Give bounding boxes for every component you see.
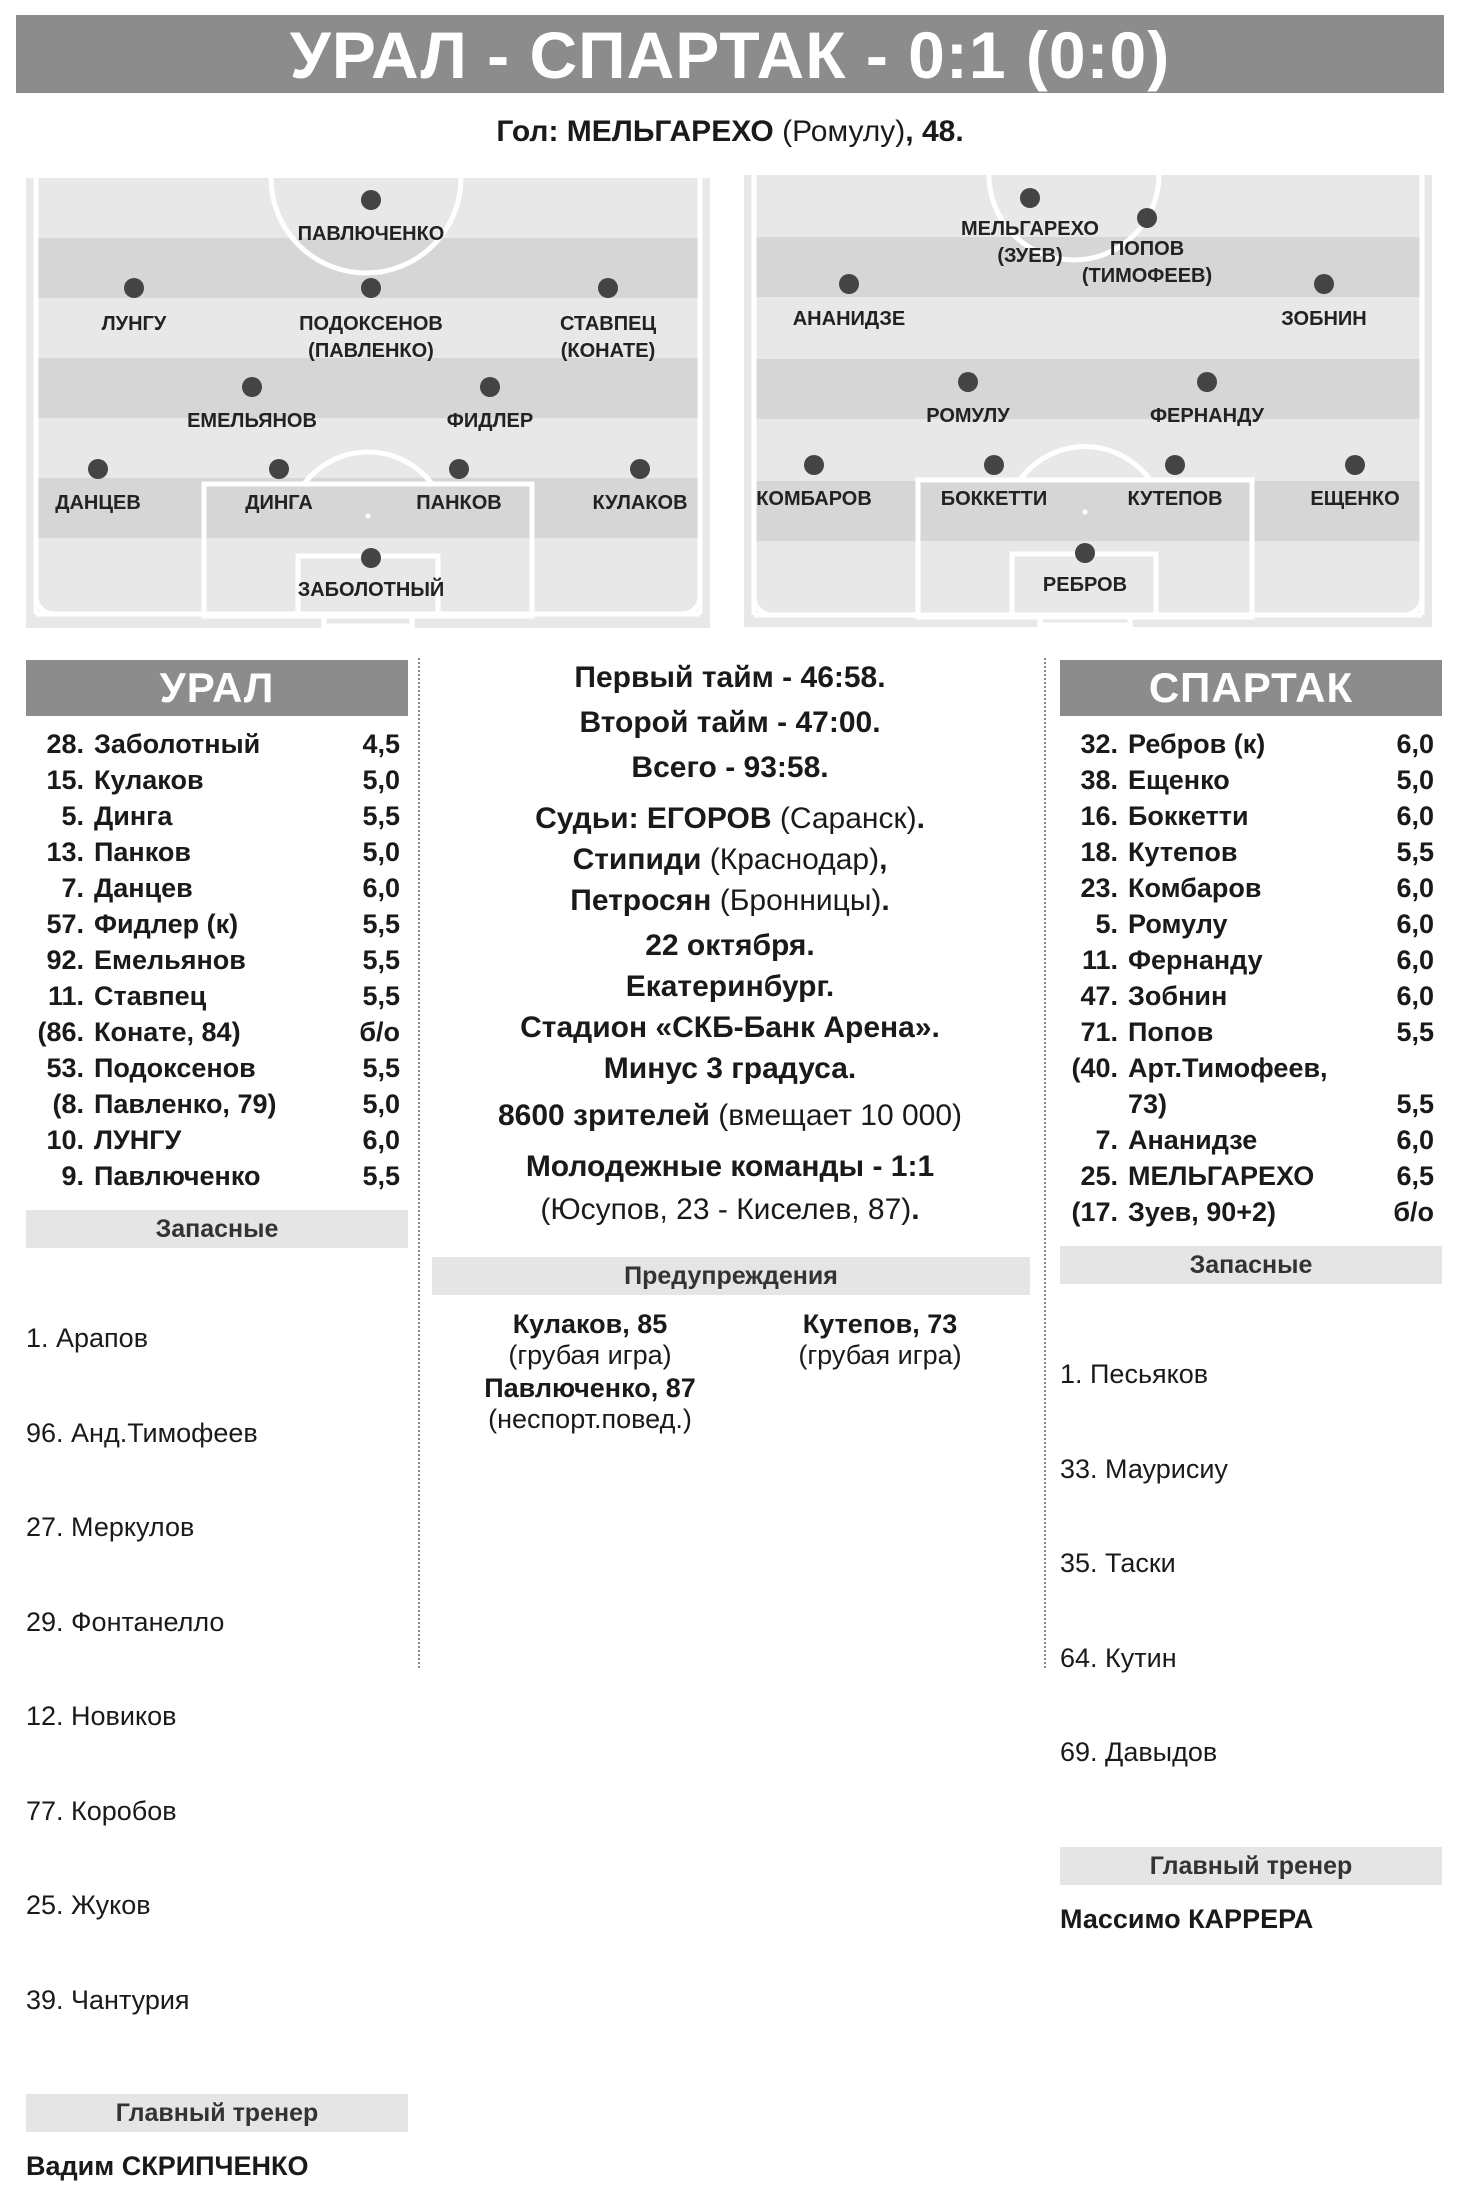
player-dot (124, 278, 144, 298)
sub-row: 29. Фонтанелло (26, 1606, 225, 1637)
first-half-time: Первый тайм - 46:58. (574, 661, 886, 694)
match-city: Екатеринбург. (625, 970, 835, 1003)
spartak-subs-header: Запасные (1060, 1246, 1442, 1284)
spartak-team-header: СПАРТАК (1060, 660, 1442, 716)
player-label: СТАВПЕЦ (559, 313, 657, 335)
sub-row: 69. Давыдов (1060, 1737, 1218, 1767)
goal-assist: (Ромулу) (782, 115, 906, 148)
lineup-row: 57. Фидлер (к) 5,5 (46, 909, 400, 939)
player-dot (1137, 208, 1157, 228)
lineup-row: (17. Зуев, 90+2) б/о (1071, 1197, 1434, 1227)
player-dot (480, 377, 500, 397)
player-label: ПАВЛЮЧЕНКО (297, 223, 445, 245)
spartak-subs-list (1060, 1296, 1442, 1831)
goal-minute: , 48. (905, 115, 964, 148)
match-weather: Минус 3 градуса. (603, 1052, 857, 1085)
sub-row: 1. Песьяков (1060, 1359, 1209, 1389)
lineup-row: 28. Заболотный 4,5 (46, 729, 400, 759)
lineup-row: 47. Зобнин 6,0 (1080, 981, 1434, 1011)
warnings-spartak (760, 1308, 1000, 1372)
player-label: ЕМЕЛЬЯНОВ (187, 410, 317, 432)
sub-row: 33. Маурисиу (1060, 1453, 1228, 1484)
sub-row: 25. Жуков (26, 1890, 151, 1920)
total-time: Всего - 93:58. (631, 751, 829, 784)
goal-scorer: Гол: МЕЛЬГАРЕХО (496, 115, 774, 148)
sub-row: 64. Кутин (1060, 1642, 1177, 1673)
player-dot (88, 459, 108, 479)
warning-reason: (грубая игра) (798, 1340, 962, 1370)
player-dot (984, 455, 1004, 475)
column-separator (418, 658, 420, 1668)
match-info (430, 655, 1030, 1230)
player-label: ФЕРНАНДУ (1149, 405, 1265, 427)
player-sub-label: (ТИМОФЕЕВ) (1081, 265, 1213, 287)
spartak-coach: Массимо КАРРЕРА (1060, 1903, 1314, 1934)
sub-row: 77. Коробов (26, 1795, 177, 1826)
sub-row: 39. Чантурия (26, 1984, 190, 2015)
player-label: КУЛАКОВ (592, 492, 688, 514)
player-dot (449, 459, 469, 479)
player-label: ПОДОКСЕНОВ (299, 313, 443, 335)
player-label: АНАНИДЗЕ (792, 308, 906, 330)
player-dot (1314, 274, 1334, 294)
match-attendance: 8600 зрителей (вмещает 10 000) (497, 1099, 963, 1132)
lineup-row: 7. Данцев 6,0 (61, 873, 400, 903)
player-label: ЗОБНИН (1281, 308, 1367, 330)
player-label: РОМУЛУ (926, 405, 1010, 427)
referee-assistant: Стипиди (Краснодар), (572, 843, 888, 876)
lineup-row: 16. Боккетти 6,0 (1080, 801, 1434, 831)
sub-row: 35. Таски (1060, 1548, 1176, 1578)
player-dot (361, 190, 381, 210)
pitch-spartak-svg (744, 175, 1432, 627)
sub-row: 1. Арапов (26, 1323, 149, 1353)
match-title: УРАЛ - СПАРТАК - 0:1 (0:0) (16, 15, 1444, 93)
player-sub-label: (КОНАТЕ) (560, 340, 656, 362)
lineup-row: 38. Ещенко 5,0 (1080, 765, 1434, 795)
warning-player: Павлюченко, 87 (484, 1373, 696, 1403)
lineup-row: (40. Арт.Тимофеев, (1071, 1053, 1328, 1083)
player-label: ПОПОВ (1109, 238, 1185, 260)
player-dot (242, 377, 262, 397)
player-label: КУТЕПОВ (1127, 488, 1223, 510)
lineup-row: 32. Ребров (к) 6,0 (1080, 729, 1434, 759)
lineup-row: 53. Подоксенов 5,5 (46, 1053, 400, 1083)
match-date: 22 октября. (645, 929, 815, 962)
lineup-row: 7. Ананидзе 6,0 (1095, 1125, 1434, 1155)
player-dot (1345, 455, 1365, 475)
lineup-row: 10. ЛУНГУ 6,0 (46, 1125, 400, 1155)
lineup-row: 9. Павлюченко 5,5 (61, 1161, 400, 1191)
second-half-time: Второй тайм - 47:00. (579, 706, 881, 739)
player-dot (361, 548, 381, 568)
goal-line (0, 112, 1460, 152)
player-dot (269, 459, 289, 479)
warning-reason: (грубая игра) (508, 1340, 672, 1370)
lineup-row: 92. Емельянов 5,5 (46, 945, 400, 975)
warning-player: Кулаков, 85 (512, 1309, 668, 1339)
player-label: ДАНЦЕВ (55, 492, 141, 514)
player-label: ФИДЛЕР (446, 410, 534, 432)
lineup-row: 13. Панков 5,0 (46, 837, 400, 867)
player-dot (958, 372, 978, 392)
player-label: ПАНКОВ (416, 492, 502, 514)
pitch-ural (26, 178, 710, 628)
spartak-lineup (1060, 726, 1442, 1230)
lineup-row: 23. Комбаров 6,0 (1080, 873, 1434, 903)
ural-coach: Вадим СКРИПЧЕНКО (26, 2151, 309, 2181)
player-dot (839, 274, 859, 294)
player-dot (1197, 372, 1217, 392)
ural-column (26, 660, 408, 2186)
ural-team-header: УРАЛ (26, 660, 408, 716)
lineup-row: (8. Павленко, 79) 5,0 (52, 1089, 400, 1119)
player-label: ДИНГА (245, 492, 313, 514)
player-dot (1020, 188, 1040, 208)
player-label: РЕБРОВ (1042, 574, 1128, 596)
youth-result: Молодежные команды - 1:1 (525, 1150, 935, 1183)
referee-main: Судьи: ЕГОРОВ (Саранск). (535, 802, 925, 835)
sub-row: 96. Анд.Тимофеев (26, 1417, 258, 1448)
youth-goals: (Юсупов, 23 - Киселев, 87). (540, 1193, 920, 1226)
match-stadium: Стадион «СКБ-Банк Арена». (520, 1011, 940, 1044)
referee-assistant: Петросян (Бронницы). (570, 884, 890, 917)
lineup-row: 18. Кутепов 5,5 (1080, 837, 1434, 867)
sub-row: 12. Новиков (26, 1701, 177, 1731)
lineup-row: 71. Попов 5,5 (1080, 1017, 1434, 1047)
spartak-coach-header: Главный тренер (1060, 1847, 1442, 1885)
player-dot (598, 278, 618, 298)
player-label: ЕЩЕНКО (1310, 488, 1400, 510)
player-label: БОККЕТТИ (940, 488, 1048, 510)
warning-player: Кутепов, 73 (802, 1309, 958, 1339)
pitch-ural-svg (26, 178, 710, 628)
pitch-spartak (744, 175, 1432, 627)
lineup-row: 5. Ромулу 6,0 (1095, 909, 1434, 939)
player-label: МЕЛЬГАРЕХО (961, 218, 1099, 240)
player-label: КОМБАРОВ (756, 488, 872, 510)
ural-subs-list (26, 1260, 408, 2078)
player-label: ЗАБОЛОТНЫЙ (297, 579, 445, 601)
player-sub-label: (ПАВЛЕНКО) (308, 340, 434, 362)
lineup-row: 25. МЕЛЬГАРЕХО 6,5 (1080, 1161, 1434, 1191)
warning-reason: (неспорт.повед.) (488, 1404, 692, 1434)
player-dot (804, 455, 824, 475)
player-dot (1075, 543, 1095, 563)
ural-subs-header: Запасные (26, 1210, 408, 1248)
player-sub-label: (ЗУЕВ) (997, 245, 1063, 267)
lineup-row: 15. Кулаков 5,0 (46, 765, 400, 795)
sub-row: 27. Меркулов (26, 1512, 195, 1542)
ural-lineup (26, 726, 408, 1194)
lineup-row: (86. Конате, 84) б/о (37, 1017, 400, 1047)
player-dot (630, 459, 650, 479)
lineup-row: 73) 5,5 (1128, 1089, 1434, 1119)
player-label: ЛУНГУ (101, 313, 167, 335)
warnings-ural (440, 1308, 740, 1436)
player-dot (1165, 455, 1185, 475)
spartak-column (1060, 660, 1442, 1939)
column-separator (1044, 658, 1046, 1668)
lineup-row: 11. Фернанду 6,0 (1081, 945, 1434, 975)
ural-coach-header: Главный тренер (26, 2094, 408, 2132)
lineup-row: 5. Динга 5,5 (61, 801, 400, 831)
lineup-row: 11. Ставпец 5,5 (47, 981, 400, 1011)
warnings-header: Предупреждения (432, 1257, 1030, 1295)
player-dot (361, 278, 381, 298)
